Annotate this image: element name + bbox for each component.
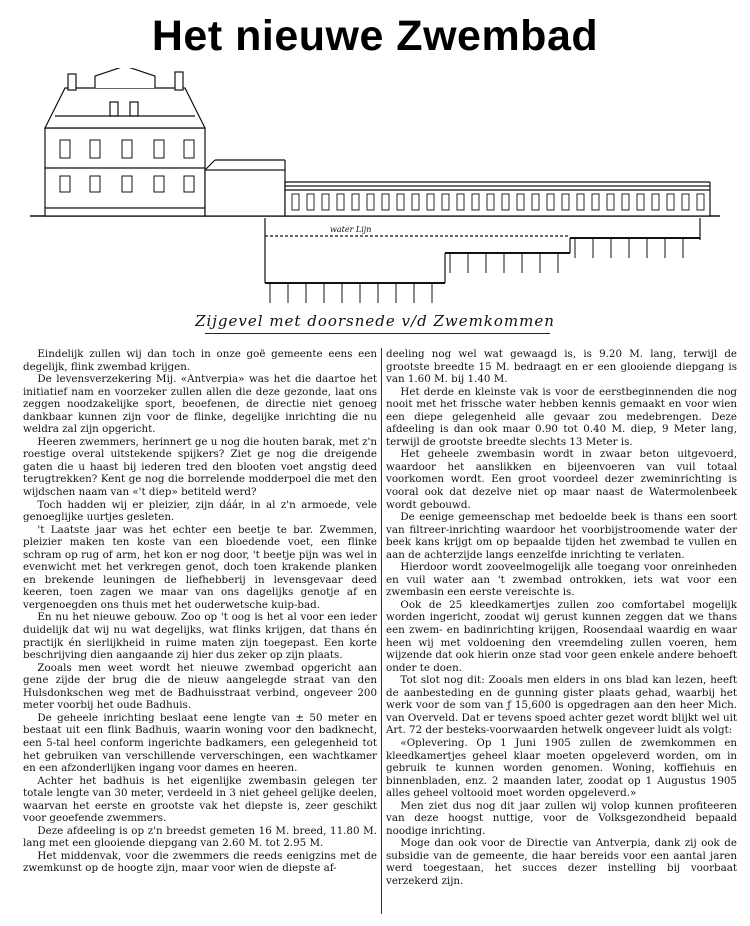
paragraph: deeling nog wel wat gewaagd is, is 9.20 M. lang, terwijl de grootste breedte 15 M. bedraagt en er een glooiende diepgang is van 1.60 M. bij 1.40 M. bbox=[386, 348, 737, 386]
paragraph: 't Laatste jaar was het echter een beetje te bar. Zwemmen, pleizier maken ten koste van een bloedende voet, een flinke schram op rug of arm, het kon er nog door, 't beetje pijn was wel in evenwicht met het verkregen genot, doch toen krakende planken en brekende leuningen de liefhebberij in levensgevaar deed keeren, toen zagen we maar van ons dagelijks genotje af en vergenoegden ons thuis met het ouderwetsche kuip-bad. bbox=[23, 523, 377, 611]
paragraph: Heeren zwemmers, herinnert ge u nog die houten barak, met z'n roestige overal uitstekende spijkers? Ziet ge nog die dreigende gaten die u haast bij iederen tred den blooten voet angstig deed terugtrekken? Kent ge nog die borrelende modderpoel die met den wijdschen naam van «'t diep» betiteld werd? bbox=[23, 435, 377, 499]
drawing-caption: Zijgevel met doorsnede v/d Zwemkommen bbox=[195, 312, 555, 330]
article-column-right bbox=[386, 348, 737, 888]
column-divider bbox=[381, 348, 382, 914]
paragraph: Toch hadden wij er pleizier, zijn dáár, in al z'n armoede, vele genoeglijke uurtjes gesleten. bbox=[23, 498, 377, 524]
paragraph: Tot slot nog dit: Zooals men elders in ons blad kan lezen, heeft de aanbesteding en de gunning gister plaats gehad, waarbij het werk voor de som van ƒ 15,600 is opgedragen aan den heer Mich. van Overveld. Dat er tevens spoed achter gezet wordt blijkt wel uit Art. 72 der besteks-voorwaarden hetwelk ongeveer luidt als volgt: bbox=[386, 674, 738, 737]
paragraph: Men ziet dus nog dit jaar zullen wij volop kunnen profiteeren van deze hoogst nuttige, voor de Volksgezondheid bepaald noodige inrichting. bbox=[386, 799, 737, 837]
paragraph: En nu het nieuwe gebouw. Zoo op 't oog is het al voor een ieder duidelijk dat wij nu wat degelijks, wat flinks krijgen, dat thans én practijk én sierlijkheid in ruime maten zijn toegepast. Een korte beschrijving dien aangaande zij hier dus zeker op zijn plaats. bbox=[23, 611, 377, 662]
paragraph: Moge dan ook voor de Directie van Antverpia, dank zij ook de subsidie van de gemeente, die haar bereids voor een aantal jaren werd toegestaan, het succes dezer instelling bij voorbaat verzekerd zijn. bbox=[386, 837, 737, 887]
paragraph: De geheele inrichting beslaat eene lengte van ± 50 meter en bestaat uit een flink Badhuis, waarin woning voor den badknecht, een 5-tal heel conform ingerichte badkamers, een gelegenheid tot het gebruiken van verschillende ververschingen, een wachtkamer en een afzonderlijken ingang voor dames en heeren. bbox=[23, 711, 377, 775]
paragraph: Zooals men weet wordt het nieuwe zwembad opgericht aan gene zijde der brug die de nieuw aangelegde straat van den Hulsdonkschen weg met de Badhuisstraat verbind, ongeveer 200 meter voorbij het oude Badhuis. bbox=[23, 661, 377, 712]
paragraph: Het geheele zwembasin wordt in zwaar beton uitgevoerd, waardoor het aanslikken en bijeenvoeren van vuil totaal voorkomen wordt. Een groot voordeel dezer zweminrichting is vooral ook dat dezelve niet op maar naast de Watermolenbeek wordt gebouwd. bbox=[386, 448, 737, 511]
architectural-drawing bbox=[30, 68, 720, 308]
paragraph: Eindelijk zullen wij dan toch in onze goë gemeente eens een degelijk, flink zwembad krijgen. bbox=[23, 348, 377, 373]
paragraph: De eenige gemeenschap met bedoelde beek is thans een soort van filtreer-inrichting waardoor het voorbijstroomende water der beek kans krijgt om op bepaalde tijden het zwembad te vullen en aan de achterzijde langs eenzelfde inrichting te verlaten. bbox=[386, 511, 737, 561]
paragraph: Ook de 25 kleedkamertjes zullen zoo comfortabel mogelijk worden ingericht, zoodat wij gerust kunnen zeggen dat we thans een zwem- en badinrichting krijgen, Roosendaal waardig en waar heen wij met voldoening den vreemdeling zullen voeren, hem wijzende dat ook hierin onze stad voor geen enkele andere behoeft onder te doen. bbox=[386, 598, 737, 674]
paragraph: «Oplevering. Op 1 Juni 1905 zullen de zwemkommen en kleedkamertjes geheel klaar moeten opgeleverd worden, om in gebruik te kunnen worden genomen. Woning, koffiehuis en binnenbladen, enz. 2 maanden later, zoodat op 1 Augustus 1905 alles geheel voltooid moet worden opgeleverd.» bbox=[386, 736, 737, 800]
paragraph: Deze afdeeling is op z'n breedst gemeten 16 M. breed, 11.80 M. lang met een glooiende diepgang van 2.60 M. tot 2.95 M. bbox=[23, 824, 377, 850]
water-line-label: water Lijn bbox=[330, 225, 372, 234]
page-title: Het nieuwe Zwembad bbox=[151, 12, 599, 60]
paragraph: Hierdoor wordt zooveelmogelijk alle toegang voor onreinheden en vuil water aan 't zwembad ontrokken, iets wat voor een zwembasin een eerste vereischte is. bbox=[386, 561, 737, 599]
paragraph: Het derde en kleinste vak is voor de eerstbeginnenden die nog nooit met het frissche water hebben kennis gemaakt en voor wien een diepe gelegenheid alle gevaar zou medebrengen. Deze afdeeling is dan ook maar 0.90 tot 0.40 M. diep, 9 Meter lang, terwijl de grootste breedte slechts 13 Meter is. bbox=[386, 385, 737, 448]
paragraph: De levensverzekering Mij. «Antverpia» was het die daartoe het initiatief nam en voorzeker zullen allen die deze gezonde, laat ons zeggen noodzakelijke sport, beoefenen, de directie niet genoeg dankbaar kunnen zijn voor de flinke, degelijke inrichting die nu weldra zal zijn opgericht. bbox=[23, 373, 377, 436]
paragraph: Het middenvak, voor die zwemmers die reeds eenigzins met de zwemkunst op de hoogte zijn, maar voor wien de diepste af- bbox=[23, 849, 377, 875]
paragraph: Achter het badhuis is het eigenlijke zwembasin gelegen ter totale lengte van 30 meter, verdeeld in 3 niet geheel gelijke deelen, waarvan het eerste en grootste vak het diepste is, zeer geschikt voor geoefende zwemmers. bbox=[23, 774, 377, 825]
caption-underline bbox=[205, 333, 550, 334]
article-column-left bbox=[23, 348, 377, 875]
